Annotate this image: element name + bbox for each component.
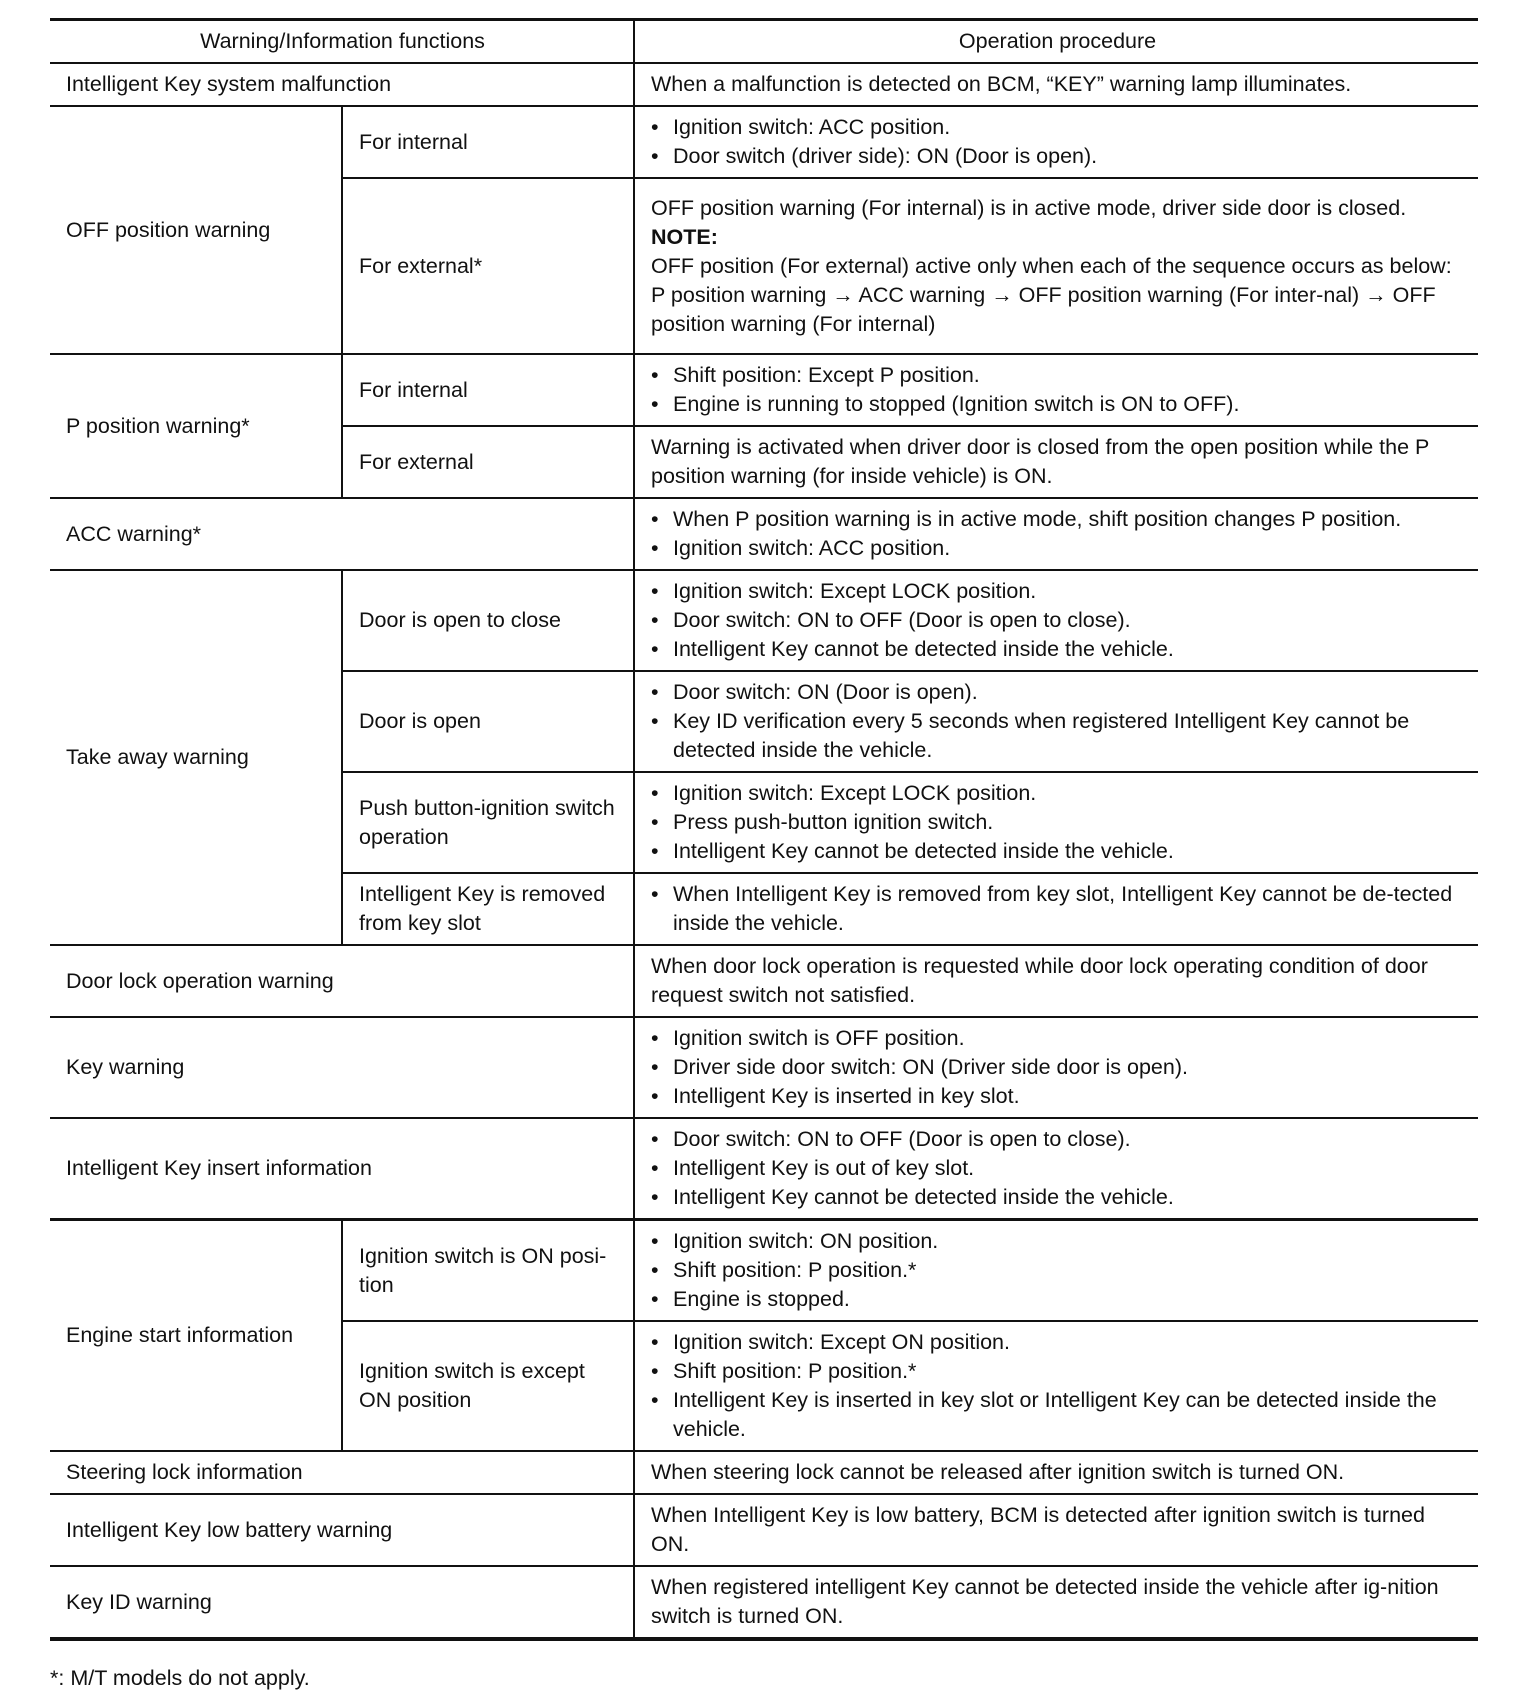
label-off-external: For external* [342, 178, 634, 354]
list-item: • When Intelligent Key is removed from key slot, Intelligent Key cannot be de-tected inside the vehicle. [651, 880, 1464, 938]
list-item: • Ignition switch: Except LOCK position. [651, 779, 1464, 808]
label-insert-info: Intelligent Key insert information [50, 1118, 634, 1220]
warning-table-container [50, 18, 1478, 1641]
list-item: • Shift position: P position.* [651, 1357, 1464, 1386]
row-malfunction [50, 63, 1478, 106]
bullets-engine-on [634, 1220, 1478, 1322]
text-p-external: Warning is activated when driver door is closed from the open position while the P position warning (for inside vehicle) is ON. [634, 426, 1478, 498]
label-p-external: For external [342, 426, 634, 498]
row-steering-lock [50, 1451, 1478, 1494]
label-low-battery: Intelligent Key low battery warning [50, 1494, 634, 1566]
label-acc: ACC warning* [50, 498, 634, 570]
text-off-external [634, 178, 1478, 354]
row-p-internal [50, 354, 1478, 426]
label-engine-on: Ignition switch is ON posi-tion [342, 1220, 634, 1322]
label-p-internal: For internal [342, 354, 634, 426]
row-insert-info [50, 1118, 1478, 1220]
note-label: NOTE: [651, 224, 718, 249]
list-item: • Ignition switch: ON position. [651, 1227, 1464, 1256]
row-engine-on [50, 1220, 1478, 1322]
footnote: *: M/T models do not apply. [50, 1666, 310, 1690]
bullets-door-open-close [634, 570, 1478, 671]
label-key-warning: Key warning [50, 1017, 634, 1118]
row-off-internal [50, 106, 1478, 178]
text-low-battery: When Intelligent Key is low battery, BCM is detected after ignition switch is turned ON. [634, 1494, 1478, 1566]
label-door-open: Door is open [342, 671, 634, 772]
bullets-push-button [634, 772, 1478, 873]
list-item: • Intelligent Key is out of key slot. [651, 1154, 1464, 1183]
list-item: • Shift position: P position.* [651, 1256, 1464, 1285]
label-engine-start: Engine start information [50, 1220, 342, 1452]
label-malfunction: Intelligent Key system malfunction [50, 63, 634, 106]
label-off-position: OFF position warning [50, 106, 342, 354]
text-malfunction: When a malfunction is detected on BCM, “KEY” warning lamp illuminates. [634, 63, 1478, 106]
list-item: • Ignition switch: ACC position. [651, 534, 1464, 563]
label-key-removed: Intelligent Key is removed from key slot [342, 873, 634, 945]
label-door-open-close: Door is open to close [342, 570, 634, 671]
list-item: • Press push-button ignition switch. [651, 808, 1464, 837]
list-item: • Intelligent Key is inserted in key slot or Intelligent Key can be detected inside the vehicle. [651, 1386, 1464, 1444]
row-key-id [50, 1566, 1478, 1639]
list-item: • Engine is stopped. [651, 1285, 1464, 1314]
row-key-warning [50, 1017, 1478, 1118]
bullets-door-open [634, 671, 1478, 772]
label-key-id: Key ID warning [50, 1566, 634, 1639]
bullets-insert-info [634, 1118, 1478, 1220]
bullets-p-internal [634, 354, 1478, 426]
list-item: • Shift position: Except P position. [651, 361, 1464, 390]
list-item: • Intelligent Key cannot be detected inside the vehicle. [651, 635, 1464, 664]
label-off-internal: For internal [342, 106, 634, 178]
row-low-battery [50, 1494, 1478, 1566]
label-door-lock: Door lock operation warning [50, 945, 634, 1017]
bullets-engine-except [634, 1321, 1478, 1451]
text-door-lock: When door lock operation is requested while door lock operating condition of door request switch not satisfied. [634, 945, 1478, 1017]
row-take-away-open-close [50, 570, 1478, 671]
list-item: • Driver side door switch: ON (Driver side door is open). [651, 1053, 1464, 1082]
bullets-key-removed [634, 873, 1478, 945]
label-push-button: Push button-ignition switch operation [342, 772, 634, 873]
off-external-text2: OFF position (For external) active only when each of the sequence occurs as below: P position warning → ACC warning → OFF position warning (For inter-nal) → OFF position warning (For internal) [651, 253, 1452, 336]
list-item: • Intelligent Key cannot be detected inside the vehicle. [651, 1183, 1464, 1212]
label-take-away: Take away warning [50, 570, 342, 945]
list-item: • Ignition switch: ACC position. [651, 113, 1464, 142]
label-steering-lock: Steering lock information [50, 1451, 634, 1494]
text-key-id: When registered intelligent Key cannot be detected inside the vehicle after ig-nition switch is turned ON. [634, 1566, 1478, 1639]
bullets-acc [634, 498, 1478, 570]
text-steering-lock: When steering lock cannot be released after ignition switch is turned ON. [634, 1451, 1478, 1494]
list-item: • Intelligent Key cannot be detected inside the vehicle. [651, 837, 1464, 866]
label-p-position: P position warning* [50, 354, 342, 498]
list-item: • When P position warning is in active mode, shift position changes P position. [651, 505, 1464, 534]
header-functions: Warning/Information functions [50, 20, 634, 64]
row-door-lock [50, 945, 1478, 1017]
bullets-off-internal [634, 106, 1478, 178]
list-item: • Ignition switch: Except LOCK position. [651, 577, 1464, 606]
list-item: • Door switch: ON to OFF (Door is open to close). [651, 1125, 1464, 1154]
off-external-text1: OFF position warning (For internal) is in active mode, driver side door is closed. [651, 195, 1407, 220]
header-procedure: Operation procedure [634, 20, 1478, 64]
list-item: • Door switch (driver side): ON (Door is open). [651, 142, 1464, 171]
warning-functions-table [50, 18, 1478, 1641]
list-item: • Ignition switch: Except ON position. [651, 1328, 1464, 1357]
list-item: • Engine is running to stopped (Ignition switch is ON to OFF). [651, 390, 1464, 419]
list-item: • Door switch: ON (Door is open). [651, 678, 1464, 707]
bullets-key-warning [634, 1017, 1478, 1118]
label-engine-except: Ignition switch is except ON position [342, 1321, 634, 1451]
list-item: • Ignition switch is OFF position. [651, 1024, 1464, 1053]
table-header-row [50, 20, 1478, 64]
list-item: • Door switch: ON to OFF (Door is open to close). [651, 606, 1464, 635]
list-item: • Key ID verification every 5 seconds when registered Intelligent Key cannot be detected inside the vehicle. [651, 707, 1464, 765]
row-acc [50, 498, 1478, 570]
list-item: • Intelligent Key is inserted in key slot. [651, 1082, 1464, 1111]
